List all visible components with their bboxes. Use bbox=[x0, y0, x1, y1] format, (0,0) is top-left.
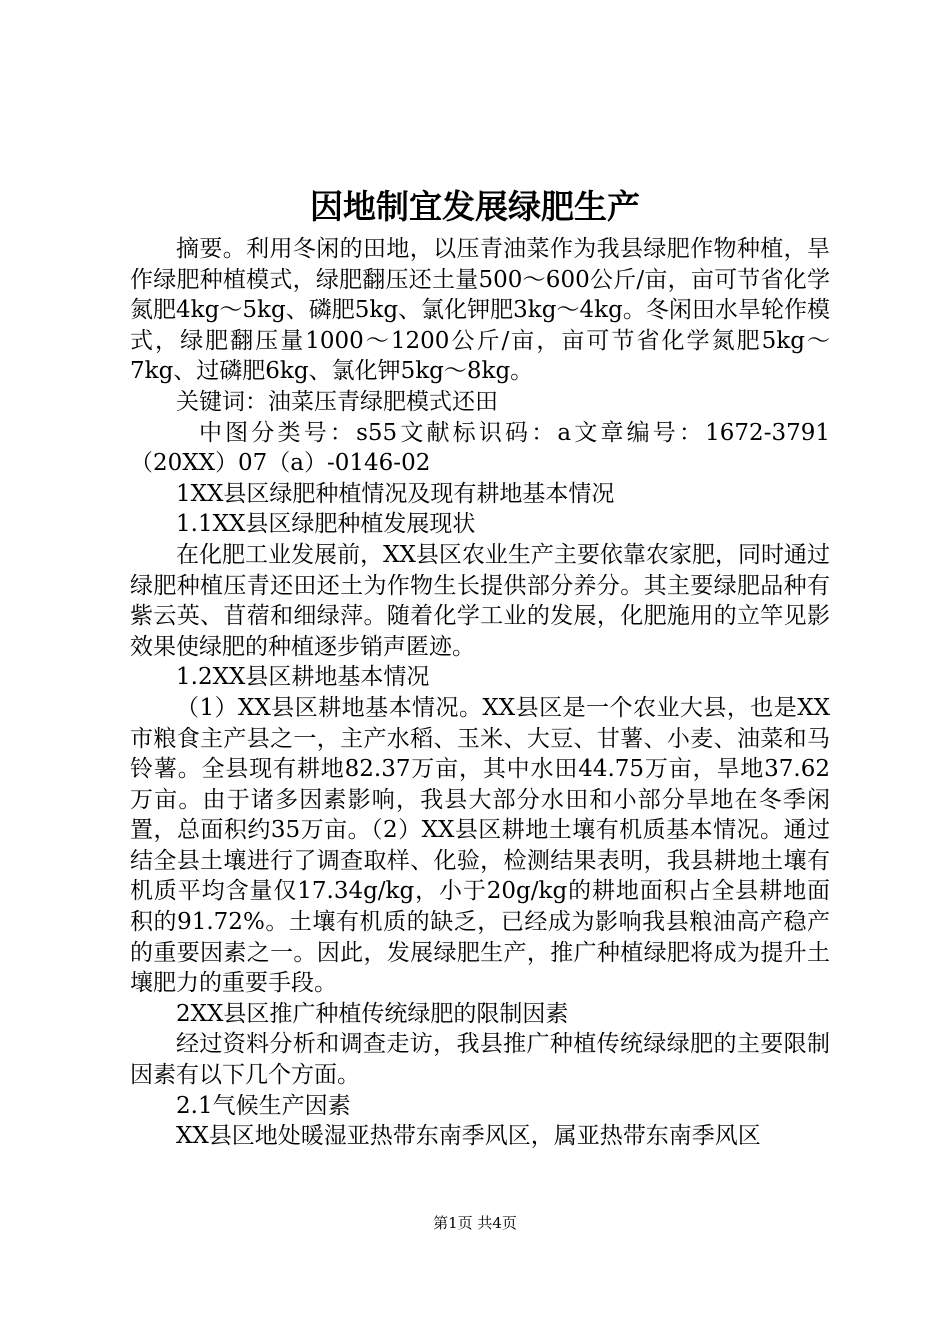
abstract-paragraph: 摘要。利用冬闲的田地，以压青油菜作为我县绿肥作物种植，旱作绿肥种植模式，绿肥翻压还土量500～600公斤/亩，亩可节省化学氮肥4kg～5kg、磷肥5kg、氯化钾肥3kg～4kg。冬闲田水旱轮作模式，绿肥翻压量1000～1200公斤/亩，亩可节省化学氮肥5kg～7kg、过磷肥6kg、氯化钾5kg～8kg。 bbox=[130, 236, 830, 385]
keywords-line: 关键词：油菜压青绿肥模式还田 bbox=[176, 388, 498, 415]
section-heading-2: 2XX县区推广种植传统绿肥的限制因素 bbox=[176, 1000, 569, 1027]
page-footer: 第1页 共4页 bbox=[433, 1214, 517, 1232]
section-heading-2-1: 2.1气候生产因素 bbox=[176, 1092, 351, 1119]
section-heading-1: 1XX县区绿肥种植情况及现有耕地基本情况 bbox=[176, 480, 615, 507]
classification-line: 中图分类号：s55文献标识码：a文章编号：1672-3791（20XX）07（a）-0146-02 bbox=[130, 419, 830, 477]
document-title: 因地制宜发展绿肥生产 bbox=[310, 187, 640, 226]
paragraph-1-2: （1）XX县区耕地基本情况。XX县区是一个农业大县，也是XX市粮食主产县之一，主产水稻、玉米、大豆、甘薯、小麦、油菜和马铃薯。全县现有耕地82.37万亩，其中水田44.75万亩，旱地37.62万亩。由于诸多因素影响，我县大部分水田和小部分旱地在冬季闲置，总面积约35万亩。（2）XX县区耕地土壤有机质基本情况。通过结全县土壤进行了调查取样、化验，检测结果表明，我县耕地土壤有机质平均含量仅17.34g/kg，小于20g/kg的耕地面积占全县耕地面积的91.72%。土壤有机质的缺乏，已经成为影响我县粮油高产稳产的重要因素之一。因此，发展绿肥生产，推广种植绿肥将成为提升土壤肥力的重要手段。 bbox=[130, 694, 830, 997]
paragraph-1-1: 在化肥工业发展前，XX县区农业生产主要依靠农家肥，同时通过绿肥种植压青还田还土为作物生长提供部分养分。其主要绿肥品种有紫云英、苜蓿和细绿萍。随着化学工业的发展，化肥施用的立竿见影效果使绿肥的种植逐步销声匿迹。 bbox=[130, 541, 830, 660]
document-body bbox=[130, 234, 830, 1152]
section-heading-1-2: 1.2XX县区耕地基本情况 bbox=[176, 664, 430, 691]
section-heading-1-1: 1.1XX县区绿肥种植发展现状 bbox=[176, 511, 476, 538]
paragraph-2: 经过资料分析和调查走访，我县推广种植传统绿绿肥的主要限制因素有以下几个方面。 bbox=[130, 1031, 830, 1089]
paragraph-2-1: XX县区地处暖湿亚热带东南季风区，属亚热带东南季风区 bbox=[176, 1123, 761, 1150]
